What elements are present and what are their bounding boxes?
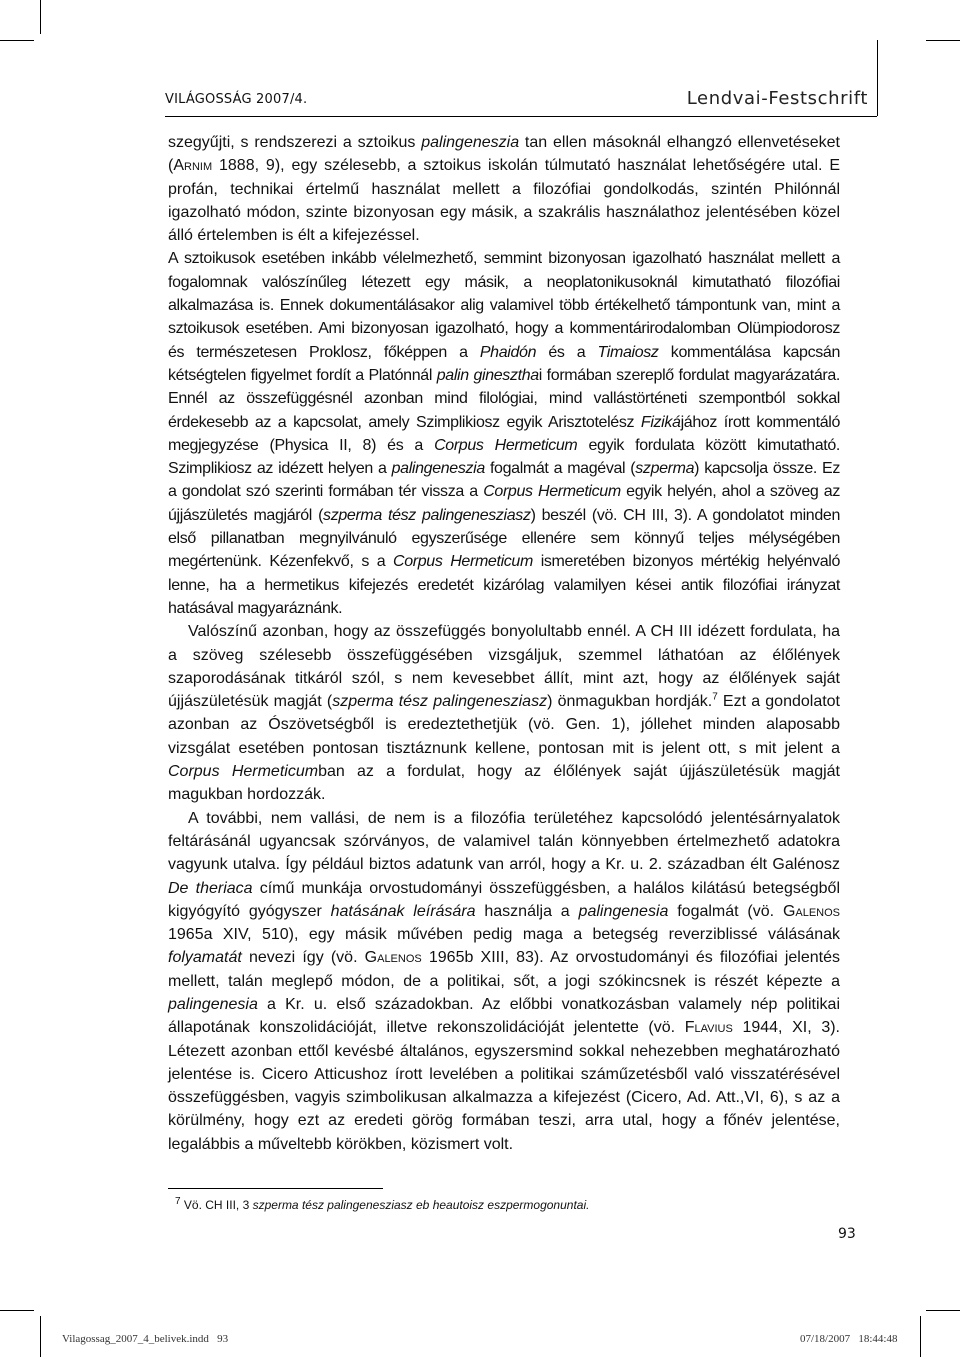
- author-name-arnim: Arnim: [173, 157, 213, 175]
- crop-mark-bottom-right-h: [926, 1310, 960, 1311]
- paragraph-3: Valószínű azonban, hogy az összefüggés bonyolultabb ennél. A CH III idézett fordulata, ha a szöveg szélesebb összefüggésében vizsgáljuk, szemmel láthatóan az élőlények szaporodásának titkáról szól, s nem kevesebbet állít, mint azt, hogy az élőlények saját újjászületésük magját (szperma tész palingenesziasz) önmagukban hordják.$^7$ Ezt a gondolatot azonban az Ószövetségből is eredeztethetjük (vö. Gen. 1), jóllehet minden alaposabb vizsgálat esetében pontosan tisztáznunk kellene, pontosan mit is jelent ott, s mit jelent a Corpus Hermeticumban az a fordulat, hogy az élőlények saját újjászületésük magját magukban hordozzák.: [168, 623, 841, 804]
- crop-mark-top-left: [40, 0, 41, 34]
- paragraph-1: szegyűjti, s rendszerezi a sztoikus palingeneszia tan ellen másoknál elhangzó ellenvetéseket (Arnim 1888, 9), egy szélesebb, a sztoikus iskolán túlmutató használat lehetőségére utal. E profán, technikai értelmű használat mellett a filozófiai gondolkodás, szintén Philónnál igazolható módon, szinte bizonyosan egy másik, a szakrális használathoz jelentésében közel álló értelemben is élt a kifejezéssel.: [168, 134, 840, 245]
- crop-mark-bottom-right: [920, 1316, 921, 1357]
- header-rule: [165, 116, 877, 117]
- author-name-flavius: Flavius: [684, 1019, 733, 1037]
- body-text: [168, 131, 840, 1156]
- footnote-7: $^7$ Vö. CH III, 3 szperma tész palingenesziasz eb heautoisz eszpermogonuntai.: [175, 1196, 590, 1212]
- author-name-galenos: Galenos: [782, 902, 841, 920]
- running-header-title: Lendvai-Festschrift: [686, 88, 868, 109]
- crop-mark-top-right-h: [926, 40, 960, 41]
- crop-mark-top-right: [877, 40, 878, 116]
- author-name-galenos-2: Galenos: [364, 949, 422, 967]
- crop-mark-bottom-left: [40, 1316, 41, 1357]
- paragraph-2: A sztoikusok esetében inkább vélelmezhető, semmint bizonyosan igazolható használat mellett a fogalomnak valószínűleg létezett egy másik, a neoplatonikusoknál kimutatható filozófiai alkalmazása is. Ennek dokumentálásakor alig valamivel több értékelhető támpontunk van, mint a sztoikusok esetében. Ami bizonyosan igazolható, hogy a kommentárirodalomban Olümpiodorosz és természetesen Proklosz, főképpen a Phaidón és a Timaiosz kommentálása kapcsán kétségtelen figyelmet fordít a Platónnál palin gineszthai formában szereplő fordulat magyarázatára. Ennél az összefüggésnél azonban mind filológiai, mind vallástörténeti szempontból sokkal érdekesebb az a kapcsolat, amely Szimplikiosz egyik Arisztotelész Fizikájához írott kommentáló megjegyzése (Physica II, 8) és a Corpus Hermeticum egyik fordulata között kimutatható. Szimplikiosz az idézett helyen a palingeneszia fogalmát a magéval (szperma) kapcsolja össze. Ez a gondolat szó szerinti formában tér vissza a Corpus Hermeticum egyik helyén, ahol a szöveg az újjászületés magjáról (szperma tész palingenesziasz) beszél (vö. CH III, 3). A gondolatot minden első pillanatban megnyilvánuló egyszerűsége ellenére sem könnyű teljes mélységében megértenünk. Kézenfekvő, s a Corpus Hermeticum ismeretében bizonyos mértékig helyénvaló lenne, ha a hermetikus kifejezés eredetét kizárólag valamilyen kései antik filozófiai irányzat hatásával magyaráznánk.: [168, 250, 841, 617]
- footnote-ref-7[interactable]: 7: [712, 691, 718, 703]
- footnote-number: 7: [175, 1196, 181, 1207]
- paragraph-4: A további, nem vallási, de nem is a filozófia területéhez kapcsolódó jelentésárnyalatok feltárásánál ugyancsak szórványos, de valamivel talán könnyebben értelmezhető adatokra vagyunk utalva. Így például biztos adatunk van arról, hogy a Kr. u. 2. században élt Galénosz De theriaca című munkája orvostudományi összefüggésben, a halálos kilátású betegségből kigyógyító gyógyszer hatásának leírására használja a palingenesia fogalmát (vö. Galenos 1965a XIV, 510), egy másik művében pedig maga a betegség reverziblissé válásának folyamatát nevezi így (vö. Galenos 1965b XIII, 83). Az orvostudományi és filozófiai jelentés mellett, talán meglepő módon, de a politikai, sőt, a jogi szókincsnek is részét képezte a palingenesia a Kr. u. első századokban. Az előbbi vonatkozásban valamely nép politikai állapotának konszolidációját, illetve rekonszolidációját jelentette (vö. Flavius 1944, XI, 3). Létezett azonban ettől kevésbé általános, egyszersmind sokkal nehezebben meghatározható jelentése is. Cicero Atticushoz írott levelében a politikai száműzetésből való visszatérésével összefüggésben, vagyis szimbolikusan alkalmazza a kifejezést (Cicero, Ad. Att.,VI, 6), s az a körülmény, hogy ezt az eredeti görög formában teszi, arra utal, hogy a főnév jelentése, legalábbis a műveltebb körökben, közismert volt.: [168, 809, 841, 1153]
- footnote-rule: [168, 1188, 383, 1189]
- crop-mark-top-left-h: [0, 40, 34, 41]
- page-number: 93: [838, 1226, 856, 1242]
- crop-mark-bottom-left-h: [0, 1310, 34, 1311]
- slug-timestamp: 07/18/2007 18:44:48: [800, 1333, 898, 1345]
- running-header-journal: VILÁGOSSÁG 2007/4.: [165, 92, 308, 107]
- slug-filename: Vilagossag_2007_4_belivek.indd 93: [62, 1333, 229, 1345]
